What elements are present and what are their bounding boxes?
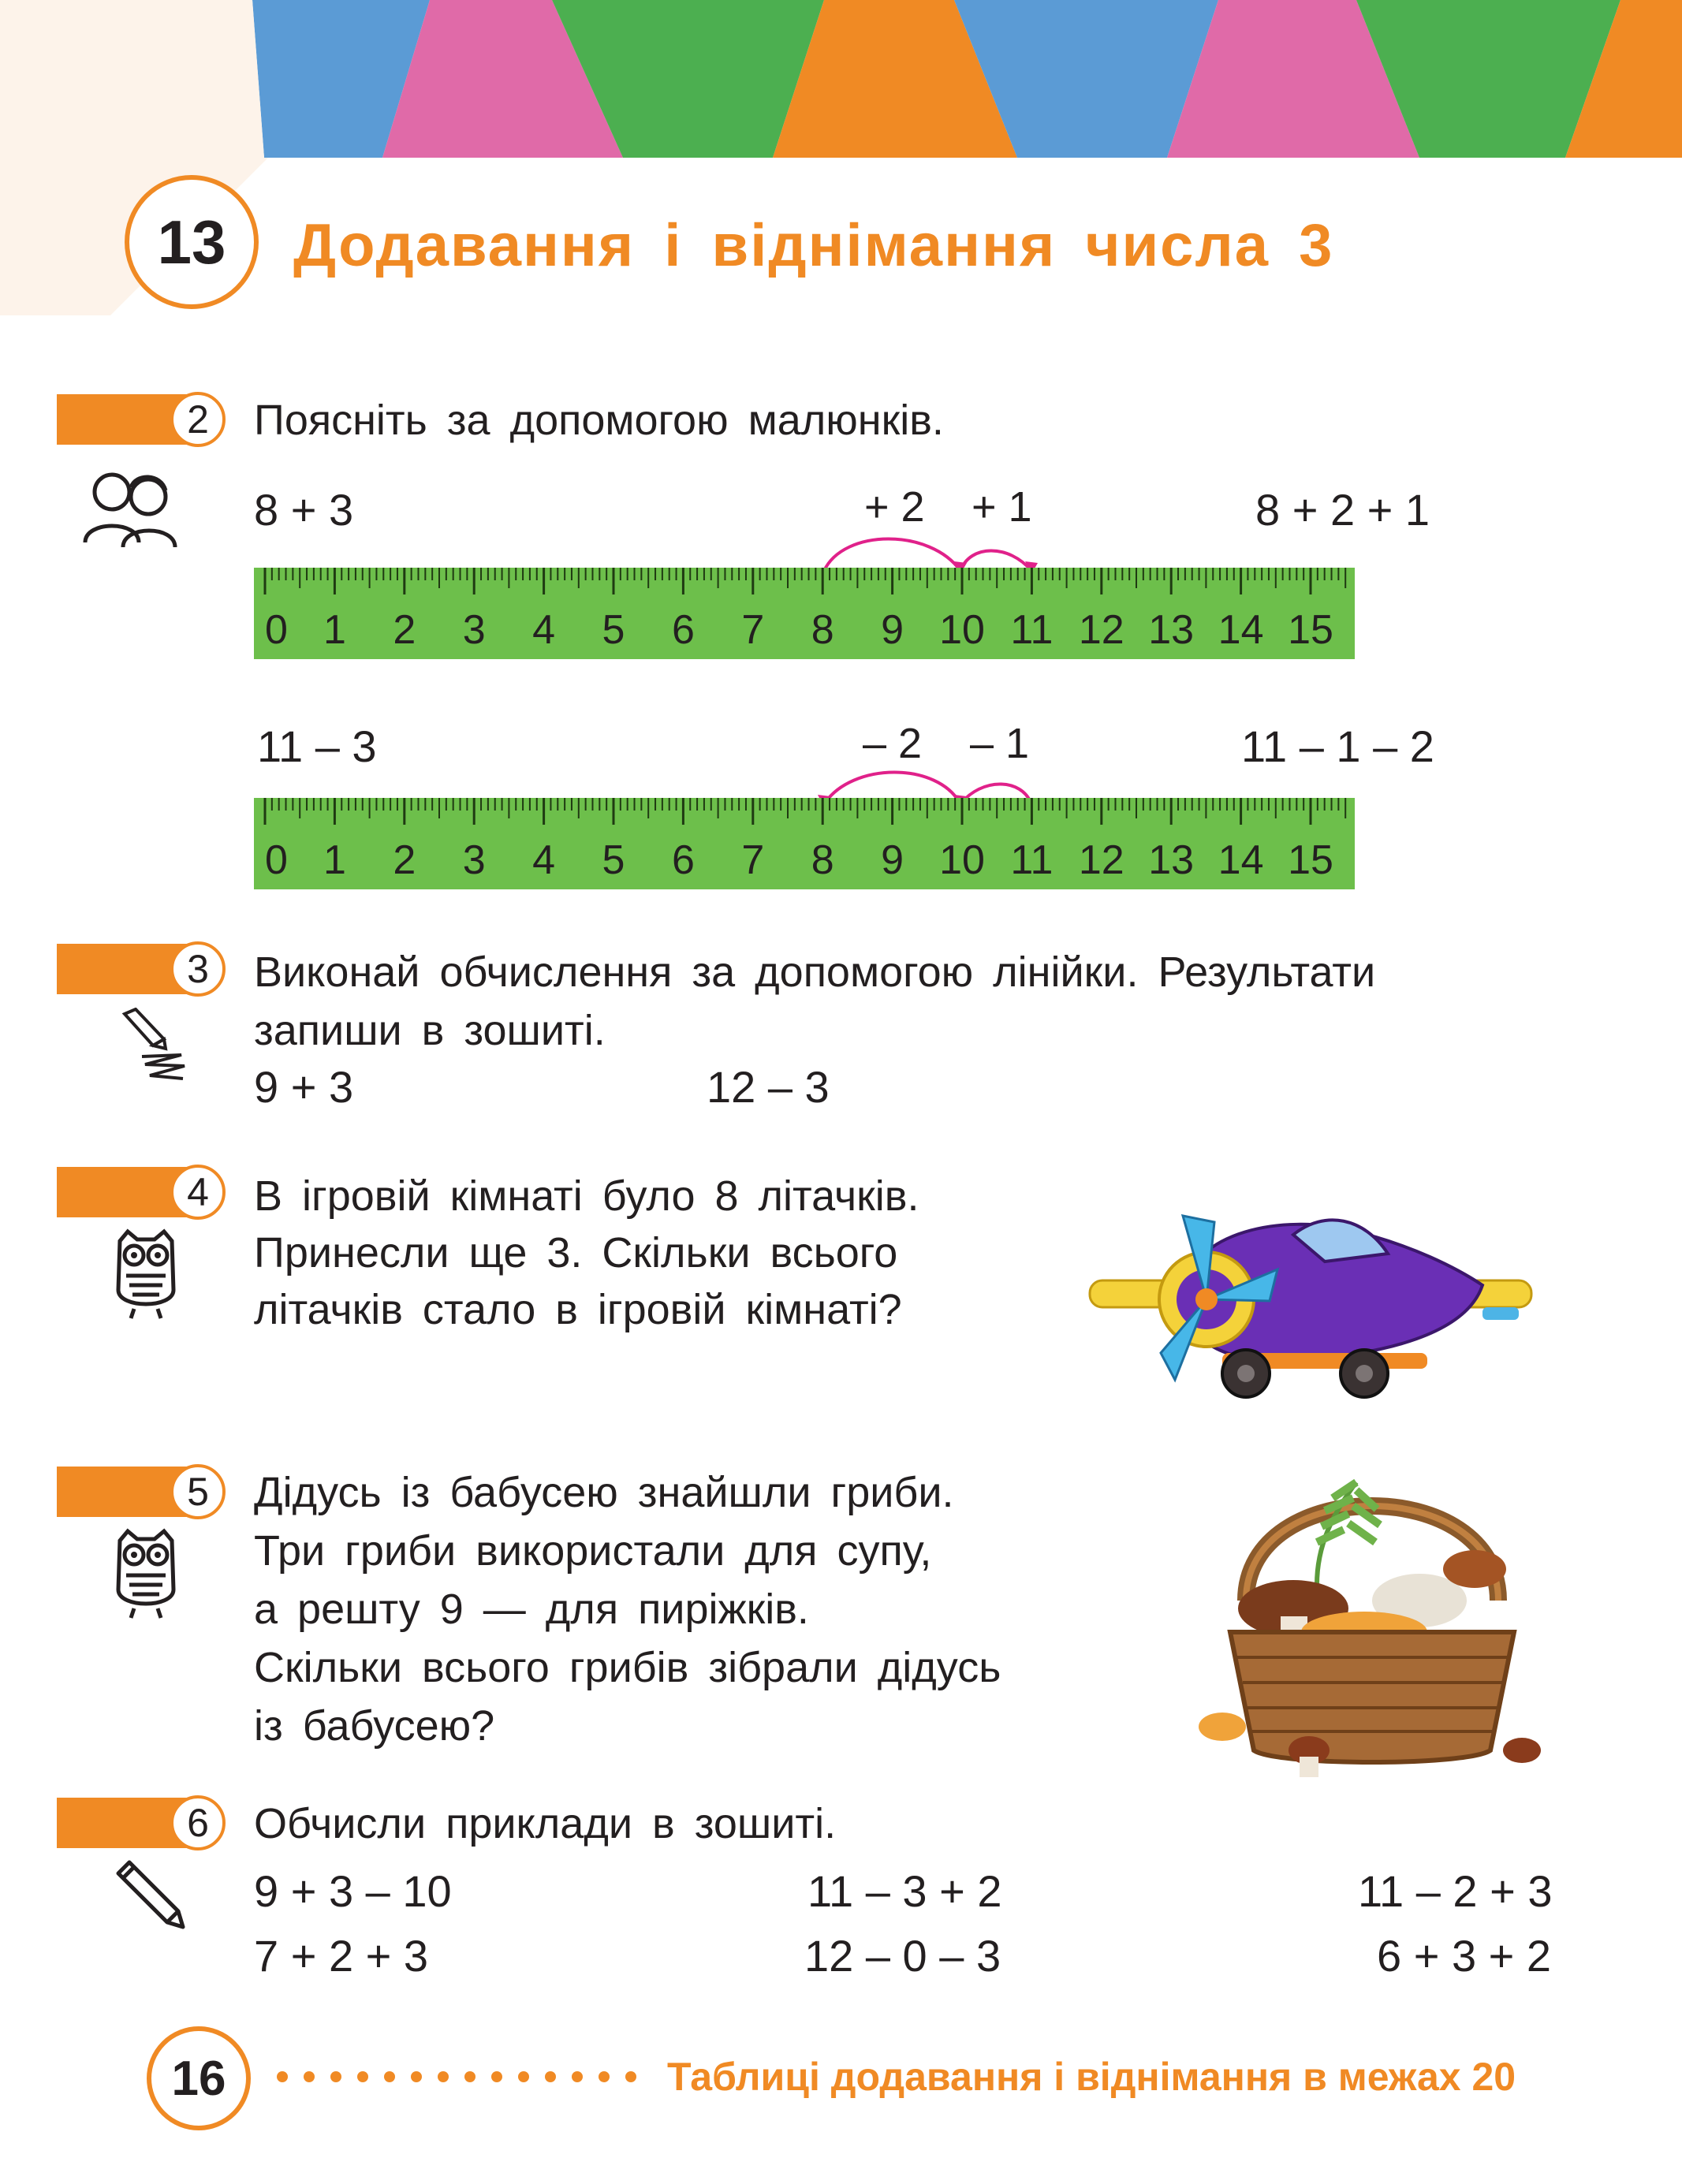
ruler-number: 14 — [1218, 607, 1264, 653]
lesson-number: 13 — [125, 175, 259, 309]
jump-label: – 1 — [970, 720, 1030, 767]
section-title: Таблиці додавання і віднімання в межах 20 — [667, 2055, 1516, 2099]
ruler-number: 1 — [323, 837, 346, 883]
task-number: 4 — [170, 1165, 226, 1220]
task5-line3: а решту 9 — для пиріжків. — [254, 1586, 809, 1633]
ruler-number: 10 — [939, 837, 985, 883]
ruler-number: 1 — [323, 607, 346, 653]
task5-line1: Дідусь із бабусею знайшли гриби. — [254, 1469, 954, 1516]
task2-row1-left-expr: 8 + 3 — [254, 485, 354, 535]
task4-line3: літачків стало в ігровій кімнаті? — [254, 1286, 902, 1333]
ruler-number: 7 — [741, 837, 765, 883]
task3-line1: Виконай обчислення за допомогою лінійки. Результати — [254, 949, 1376, 996]
task-number: 2 — [170, 392, 226, 447]
task5-line2: Три гриби використали для супу, — [254, 1527, 932, 1575]
ruler-number: 3 — [462, 607, 486, 653]
ruler-number: 10 — [939, 607, 985, 653]
decorative-banner — [0, 0, 1682, 158]
ruler-number: 11 — [1010, 607, 1054, 653]
jump-label: + 2 — [864, 483, 925, 531]
task3-line2: запиши в зошиті. — [254, 1007, 606, 1054]
ruler-number: 3 — [462, 837, 486, 883]
jump-label: + 1 — [972, 483, 1032, 531]
owl-icon — [110, 1227, 181, 1320]
task3-expr1: 9 + 3 — [254, 1062, 354, 1112]
ruler-number: 0 — [265, 837, 288, 883]
ruler-number: 5 — [602, 607, 625, 653]
task6-example: 7 + 2 + 3 — [254, 1931, 429, 1981]
pencil-icon — [110, 1854, 189, 1933]
ruler — [254, 568, 1355, 659]
task4-line1: В ігровій кімнаті було 8 літачків. — [254, 1172, 919, 1220]
ruler-number: 6 — [671, 837, 695, 883]
page-number: 16 — [147, 2026, 251, 2130]
ruler-number: 4 — [532, 607, 556, 653]
task-number: 5 — [170, 1464, 226, 1519]
ruler — [254, 798, 1355, 889]
ruler-number: 7 — [741, 607, 765, 653]
task6-example: 9 + 3 – 10 — [254, 1866, 452, 1916]
dotted-leader — [276, 2061, 655, 2093]
ruler-number: 8 — [811, 837, 834, 883]
pencil-writing-icon — [118, 1008, 189, 1086]
ruler-number: 4 — [532, 837, 556, 883]
ruler-number: 2 — [393, 837, 416, 883]
task6-example: 12 – 0 – 3 — [804, 1931, 1001, 1981]
task2-row2-right-expr: 11 – 1 – 2 — [1241, 721, 1434, 771]
ruler-number: 9 — [881, 607, 904, 653]
task6-text: Обчисли приклади в зошиті. — [254, 1800, 837, 1847]
task6-example: 11 – 2 + 3 — [1358, 1866, 1553, 1916]
ruler-number: 6 — [671, 607, 695, 653]
task3-expr2: 12 – 3 — [707, 1062, 830, 1112]
task4-line2: Принесли ще 3. Скільки всього — [254, 1229, 898, 1276]
task6-example: 6 + 3 + 2 — [1377, 1931, 1552, 1981]
ruler-number: 9 — [881, 837, 904, 883]
task2-row2-left-expr: 11 – 3 — [257, 721, 377, 771]
ruler-number: 8 — [811, 607, 834, 653]
ruler-number: 15 — [1288, 837, 1333, 883]
ruler-number: 15 — [1288, 607, 1333, 653]
ruler-number: 14 — [1218, 837, 1264, 883]
ruler-number: 0 — [265, 607, 288, 653]
task5-line4: Скільки всього грибів зібрали дідусь — [254, 1644, 1001, 1691]
lesson-title: Додавання і віднімання числа 3 — [293, 212, 1334, 279]
toy-airplane-image — [1088, 1198, 1538, 1403]
ruler-number: 13 — [1148, 607, 1195, 653]
task-number: 3 — [170, 941, 226, 997]
task-number: 6 — [170, 1795, 226, 1850]
task2-row1-right-expr: 8 + 2 + 1 — [1255, 485, 1430, 535]
owl-icon — [110, 1526, 181, 1619]
task6-example: 11 – 3 + 2 — [807, 1866, 1002, 1916]
ruler-number: 13 — [1148, 837, 1195, 883]
task2-text: Поясніть за допомогою малюнків. — [254, 397, 944, 444]
task5-line5: із бабусею? — [254, 1702, 495, 1750]
ruler-number: 12 — [1078, 607, 1124, 653]
ruler-number: 5 — [602, 837, 625, 883]
ruler-number: 12 — [1078, 837, 1124, 883]
jump-label: – 2 — [863, 720, 923, 767]
pair-work-icon — [79, 464, 181, 550]
ruler-number: 11 — [1010, 837, 1054, 883]
mushroom-basket-image — [1199, 1451, 1546, 1782]
ruler-number: 2 — [393, 607, 416, 653]
